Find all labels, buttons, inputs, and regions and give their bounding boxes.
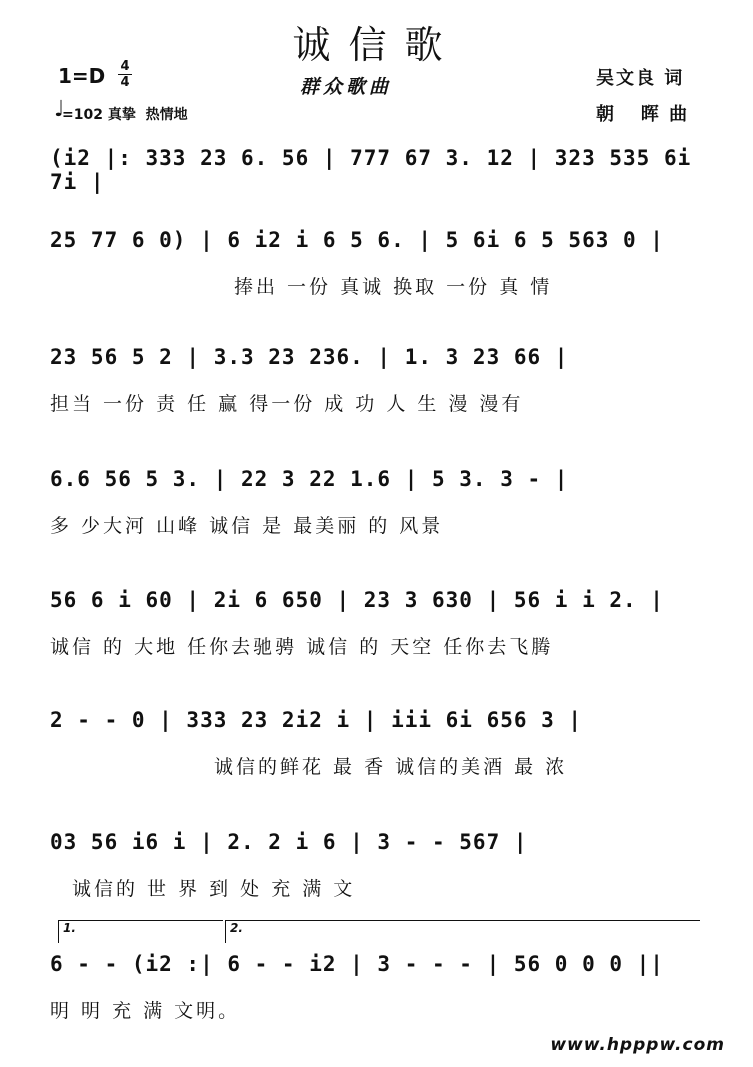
notes-line: 6 - - (i2 :| 6 - - i2 | 3 - - - | 56 0 0 0 || xyxy=(50,952,664,976)
time-signature-bottom: 4 xyxy=(120,75,130,90)
second-ending-bracket: 2. xyxy=(225,920,700,943)
footer-watermark-url: www.hpppw.com xyxy=(550,1035,725,1055)
lyrics-line: 诚信 的 大地 任你去驰骋 诚信 的 天空 任你去飞腾 xyxy=(50,636,554,658)
lyrics-line: 多 少大河 山峰 诚信 是 最美丽 的 风景 xyxy=(50,515,444,537)
time-signature xyxy=(118,60,132,89)
lyrics-line: 明 明 充 满 文明。 xyxy=(50,1000,241,1022)
lyrics-line: 诚信的 世 界 到 处 充 满 文 xyxy=(72,878,356,900)
lyrics-line: 诚信的鲜花 最 香 诚信的美酒 最 浓 xyxy=(214,756,568,778)
notes-line: 2 - - 0 | 333 23 2i2 i | iii 6i 656 3 | xyxy=(50,708,583,732)
composer-credit: 朝 晖 曲 xyxy=(596,104,690,125)
key-signature: 1=D xyxy=(58,64,106,88)
tempo-marking: =102 真挚 热情地 xyxy=(62,107,188,123)
notes-line: 23 56 5 2 | 3.3 23 236. | 1. 3 23 66 | xyxy=(50,345,569,369)
song-title: 诚信歌 xyxy=(292,23,461,67)
quarter-note-icon: ♩ xyxy=(54,97,65,122)
notes-line: 03 56 i6 i | 2. 2 i 6 | 3 - - 567 | xyxy=(50,830,528,854)
notes-line: 25 77 6 0) | 6 i2 i 6 5 6. | 5 6i 6 5 563 0 | xyxy=(50,228,664,252)
first-ending-bracket: 1. xyxy=(58,920,223,943)
notes-line: (i2 |: 333 23 6. 56 | 777 67 3. 12 | 323 535 6i 7i | xyxy=(50,146,692,194)
lyrics-line: 担当 一份 责 任 赢 得一份 成 功 人 生 漫 漫有 xyxy=(50,393,524,415)
lyricist-credit: 吴文良 词 xyxy=(596,68,685,89)
time-signature-top: 4 xyxy=(120,59,130,74)
song-subtitle: 群众歌曲 xyxy=(300,76,393,98)
notes-line: 56 6 i 60 | 2i 6 650 | 23 3 630 | 56 i i 2. | xyxy=(50,588,664,612)
notes-line: 6.6 56 5 3. | 22 3 22 1.6 | 5 3. 3 - | xyxy=(50,467,569,491)
lyrics-line: 捧出 一份 真诚 换取 一份 真 情 xyxy=(234,276,553,298)
